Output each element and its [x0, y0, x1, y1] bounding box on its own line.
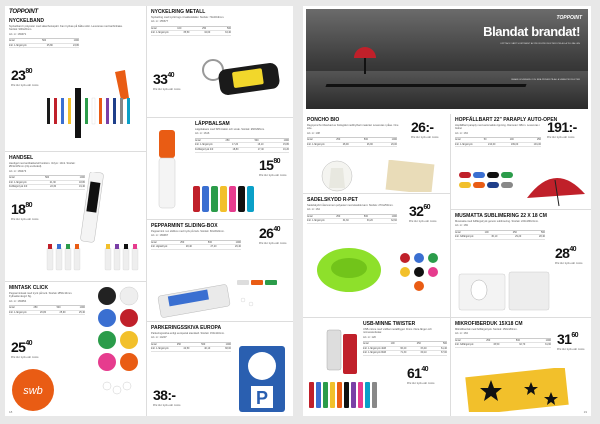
price-table: Antal 50 100 250 Inkl. 1-färgstryck 210,00 199,00 191,00	[455, 138, 541, 146]
umbrella-icon	[354, 47, 376, 58]
saddle-cover-image	[309, 240, 445, 314]
product-pepparmint-sliding-box[interactable]	[147, 220, 293, 322]
lanyards-image	[45, 68, 141, 148]
mint-tin-image	[11, 366, 59, 412]
price-note: Pris inkl. tryck exkl. moms	[153, 404, 181, 407]
product-title: MINTASK CLICK	[9, 285, 49, 291]
price-table: Antal 100 250 500 Inkl. 1-färgstryck 4GB 66,20 63,40 61,40 Inkl. 1-färgstryck 8GB 71,30 69,10 67,00	[363, 342, 447, 355]
price: $18^{80}$	[11, 201, 32, 217]
product-desc: Sadelskydd i återvunnen polyester med elastisk kant. Storlek: 270x250mm.	[307, 204, 394, 207]
price-table: Antal 500 1000 Inkl. 1-färgstryck 25,80 23,80	[9, 39, 79, 47]
price: $61^{40}$	[407, 365, 428, 381]
price: $32^{60}$	[409, 203, 430, 219]
product-title: MUSMATTA SUBLIMERING 22 X 18 CM	[455, 213, 547, 219]
hand-sanitizer-image	[45, 172, 143, 272]
price-table: Antal 250 500 1000 Inkl. 1-färgstryck 42,50 40,10 38,00	[151, 342, 231, 351]
price: 191:-	[547, 119, 577, 135]
product-lappbalsam[interactable]	[147, 118, 293, 220]
price-table: Antal 250 500 1000 Inkl. 1-färgstryck 17,20 16,10 15,80 Fullfärgstryck 4/0 18,80 17,40 16,20	[195, 138, 289, 151]
price-note: Pris inkl. tryck exkl. moms	[259, 174, 287, 177]
page-number: 18	[9, 410, 13, 414]
product-art: Art. nr: 169971	[9, 32, 27, 36]
product-desc: Parkeringsskiva enligt europeisk standard. Storlek: 150x110mm.	[151, 332, 225, 335]
product-desc: Mikrofiberduk med fullfärgstryck. Storlek: 150x180mm.	[455, 328, 518, 331]
product-title: LÄPPBALSAM	[195, 121, 230, 127]
price-note: Pris inkl. tryck exkl. moms	[11, 84, 39, 87]
price-note: Pris inkl. tryck exkl. moms	[547, 136, 575, 139]
price: $25^{40}$	[11, 339, 32, 355]
microfiber-cloth-image	[461, 368, 587, 412]
price-note: Pris inkl. tryck exkl. moms	[11, 356, 39, 359]
umbrella-image	[455, 164, 589, 208]
poncho-image	[315, 160, 445, 192]
product-nyckelband[interactable]	[5, 6, 146, 152]
product-parkeringsskiva[interactable]	[147, 322, 293, 416]
product-title: NYCKELBAND	[9, 18, 44, 24]
product-title: PEPPARMINT SLIDING-BOX	[151, 223, 218, 229]
product-art: Art. nr: 169967	[151, 234, 169, 238]
parking-disc-image	[235, 342, 289, 414]
lip-balm-colors-image	[191, 182, 255, 214]
product-art: Art. nr: 163	[455, 131, 468, 135]
price-table: Antal 250 500 1000 Inkl. 1-färgstryck 34,30 33,20 32,60	[307, 214, 397, 223]
price-note: Pris inkl. tryck exkl. moms	[409, 220, 437, 223]
price-note: Pris inkl. tryck exkl. moms	[411, 136, 439, 139]
price: $28^{40}$	[555, 245, 576, 261]
sea-illustration	[306, 71, 588, 109]
product-title: HOPFÄLLBART 22" PARAPLY AUTO-OPEN	[455, 117, 558, 123]
product-art: Art. nr: 163	[455, 332, 468, 336]
price-table: Antal 500 1000 Inkl. 1-färgstryck 21,30 18,80 Fullfärgstryck 4/0 22,30 19,40	[9, 176, 85, 189]
mint-tins-colors-image	[95, 286, 143, 412]
product-sadelskydd[interactable]	[303, 194, 450, 318]
product-art: Art. nr: 108	[307, 131, 320, 135]
product-desc: Nyckelband i polyester med säkerhetsspärr. Kan tryckas på båda sidor. Levereras med karbinhake. Storlek: 900x20mm.	[9, 25, 123, 32]
price-table: Antal 250 500 1000 Inkl. 1-färgstryck 28,90 26,90 26,00	[307, 138, 397, 146]
price-note: Pris inkl. tryck exkl. moms	[555, 262, 583, 265]
product-art: Art. nr: 164	[307, 208, 320, 212]
price-note: Pris inkl. tryck exkl. moms	[153, 88, 181, 91]
product-handsel[interactable]	[5, 152, 146, 282]
product-usb-twister[interactable]	[303, 318, 450, 416]
price: $33^{40}$	[153, 71, 174, 87]
price-note: Pris inkl. tryck exkl. moms	[557, 348, 585, 351]
product-desc: Pepparmintask med tryck på lock. Storlek: Ø50x10mm. Fyllnadsmängd: 8g.	[9, 292, 73, 299]
product-poncho-bio[interactable]	[303, 114, 450, 194]
price-note: Pris inkl. tryck exkl. moms	[407, 382, 435, 385]
mousepad-image	[455, 266, 551, 314]
price: $31^{60}$	[557, 331, 578, 347]
usb-stick-image	[307, 326, 403, 412]
product-mintask-click[interactable]	[5, 282, 146, 416]
price-note: Pris inkl. tryck exkl. moms	[259, 242, 287, 245]
product-title: PONCHO BIO	[307, 117, 340, 123]
page-number: 19	[583, 410, 587, 414]
hero-title: Blandat brandat!	[483, 24, 580, 39]
price: 38:-	[153, 387, 176, 403]
price: $23^{80}$	[11, 67, 32, 83]
product-title: MIKROFIBERDUK 15X18 CM	[455, 321, 523, 327]
pier-illustration	[325, 84, 526, 87]
lip-balm-image	[153, 126, 183, 216]
product-nyckelring-metall[interactable]	[147, 6, 293, 118]
price-table: Antal 100 250 500 Inkl. 1-färgstryck 35,50 34,60 33,40	[151, 26, 231, 35]
brand-logo: TOPPOINT	[556, 15, 582, 21]
product-title: SADELSKYDD R-PET	[307, 197, 358, 203]
brand-logo: TOPPOINT	[9, 9, 38, 15]
product-title: USB-MINNE TWISTER	[363, 321, 416, 327]
product-art: Art. nr: 1616	[195, 132, 210, 136]
product-mikrofiberduk[interactable]	[451, 318, 591, 416]
product-title: PARKERINGSSKIVA EUROPA	[151, 325, 222, 331]
product-art: Art. nr: 169473	[9, 169, 27, 173]
price-table: Antal 250 500 1000 Inkl. fullfärgstryck 33,50 32,70 31,60	[455, 338, 551, 347]
product-title: HANDSEL	[9, 155, 34, 161]
right-page	[303, 6, 591, 416]
product-art: Art. nr: 155677	[151, 20, 169, 24]
hero-subtitle: UPPTÄCK VÅRT SORTIMENT AV PROFILPRODUKTER FÖR ALLA TILLFÄLLEN	[500, 43, 580, 45]
product-hopfallbart-paraply[interactable]	[451, 114, 591, 210]
product-musmatta[interactable]	[451, 210, 591, 318]
hero-text: SNABB LEVERANS OCH BRA PRISER PÅ ALLA VÅRA PRODUKTER	[511, 79, 580, 81]
keyring-image	[197, 50, 289, 110]
mint-box-image	[157, 272, 287, 318]
product-desc: Musmatta med fullfärgstryck genom sublimering. Storlek: 220x180x3mm.	[455, 220, 539, 223]
product-desc: Pepparmint i en slidbox med tryck på lock. Storlek: 60x30x9mm.	[151, 230, 225, 233]
left-page	[5, 6, 293, 416]
price-table: Antal 250 500 1000 Inkl. digitaltryck 28,40 27,20 26,40	[151, 240, 241, 249]
person-silhouette	[364, 58, 366, 74]
price-table: Antal 250 500 1000 Inkl. 1-färgstryck 26,80 25,90 25,40	[9, 306, 85, 314]
product-desc: Handgel med antibakteriell funktion. Volym: 10ml. Storlek: Ø19x105mm (clip excluded).	[9, 162, 76, 169]
price: 26:-	[411, 119, 434, 135]
product-title: NYCKELRING METALL	[151, 9, 206, 15]
svg-text:P: P	[255, 388, 269, 408]
product-art: Art. nr: 120	[363, 335, 376, 339]
price-note: Pris inkl. tryck exkl. moms	[11, 218, 39, 221]
product-desc: Regnponcho tillverkad av biologiskt nedbrytbart material. Levereras i påse. One size.	[307, 124, 399, 131]
product-desc: Hopfällbart paraply med automatisk öppning. Diameter: 98cm. Levereras i fodral.	[455, 124, 540, 131]
product-art: Art. nr: 169954	[9, 299, 27, 303]
product-desc: Läppbalsam med SPF-faktor och smak. Storlek: Ø18x68mm.	[195, 128, 265, 131]
product-desc: Nyckelring med tryckt logo i kvalitetsläder. Storlek: 70x40x9mm.	[151, 16, 225, 19]
price-table: Antal 100 250 500 Inkl. fullfärgstryck 30,10 29,20 28,40	[455, 230, 545, 239]
product-art: Art. nr: 14207	[151, 336, 167, 340]
price: $26^{40}$	[259, 225, 280, 241]
price: $15^{80}$	[259, 157, 280, 173]
svg-text:swb: swb	[23, 385, 43, 397]
product-art: Art. nr: 169	[455, 224, 468, 228]
product-desc: USB-minne med vridbar metallbygel. Finns i flera färger och minnesstorlekar.	[363, 328, 432, 335]
hero-banner	[306, 9, 588, 109]
